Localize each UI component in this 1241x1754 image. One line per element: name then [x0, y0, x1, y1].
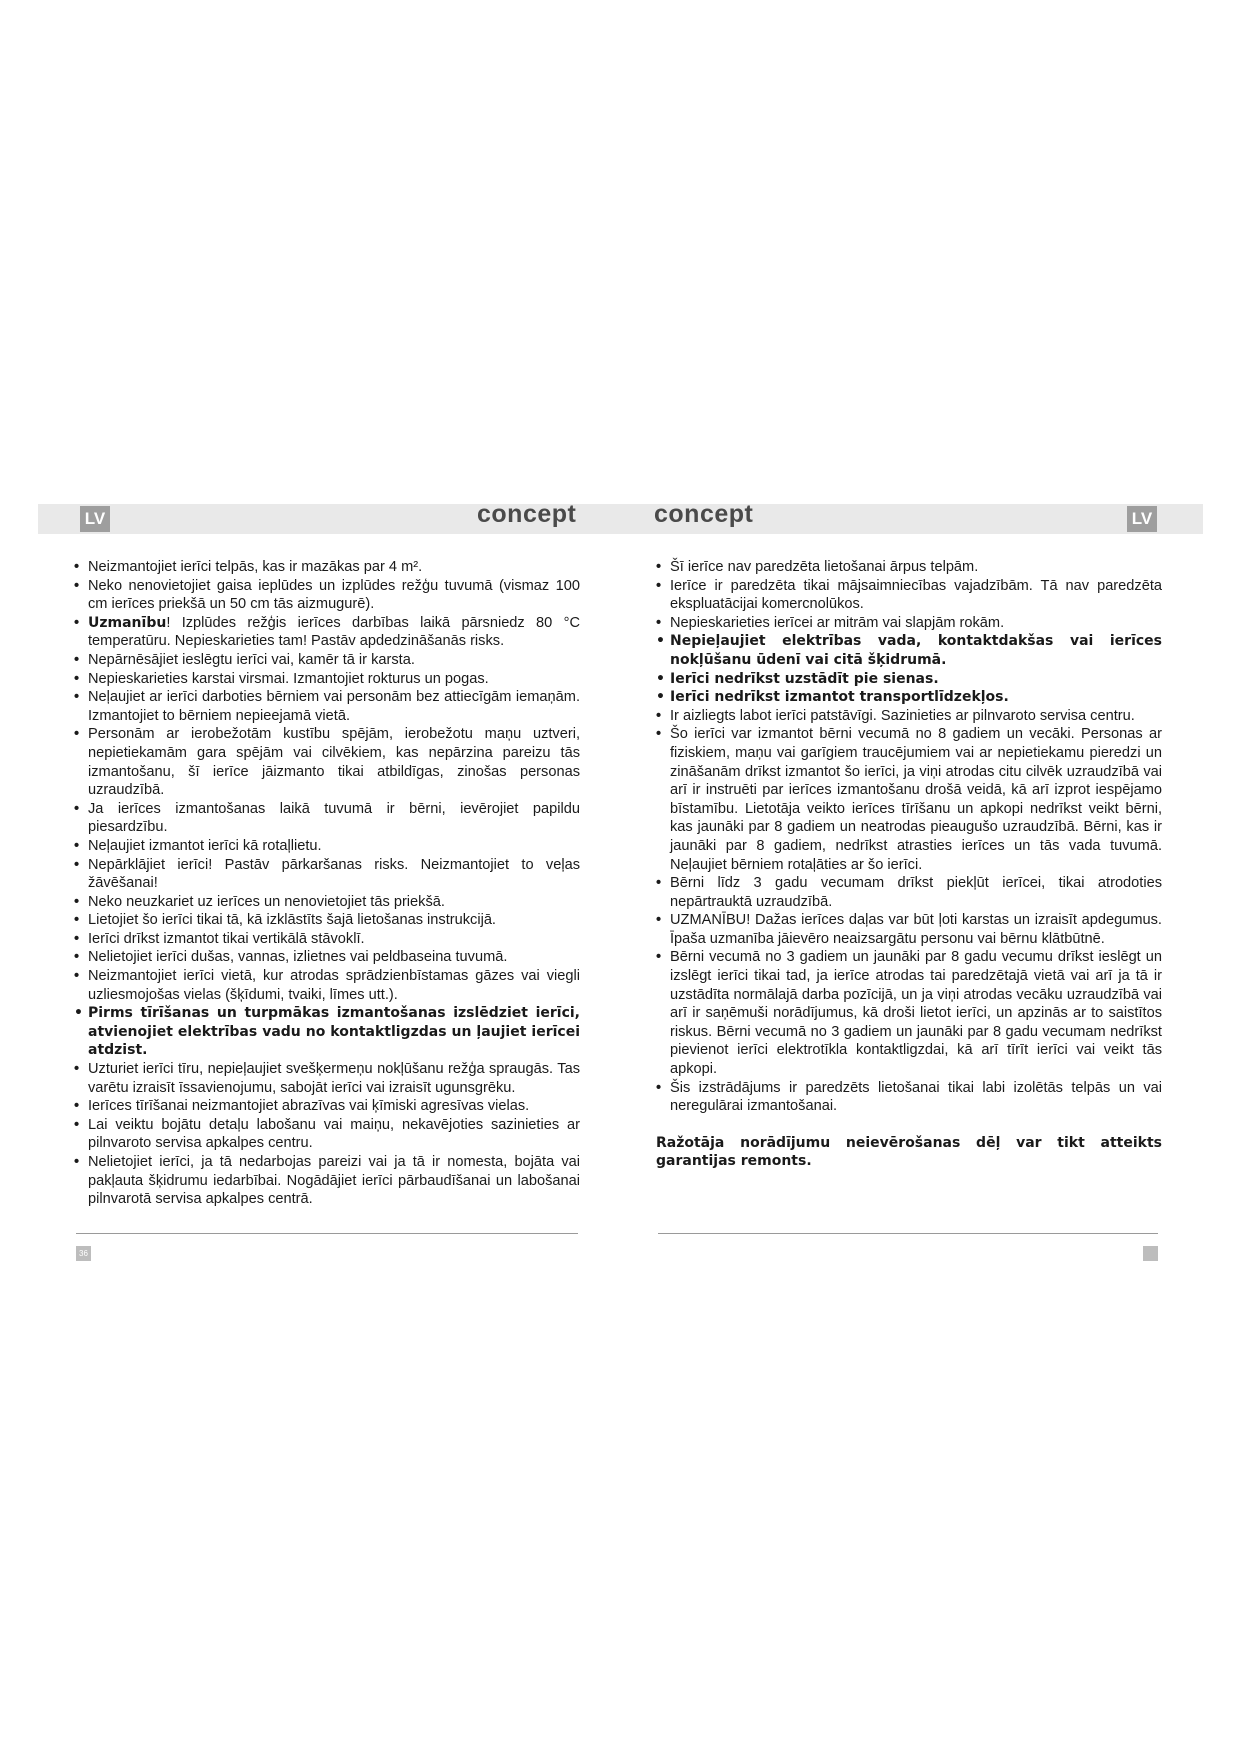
safety-item [74, 948, 580, 967]
left-page-content [74, 558, 580, 1209]
safety-item [74, 670, 580, 689]
safety-item [74, 837, 580, 856]
safety-item [74, 930, 580, 949]
safety-item [74, 725, 580, 799]
safety-item [656, 577, 1162, 614]
safety-item [74, 967, 580, 1004]
safety-item [74, 911, 580, 930]
safety-item-text: Bērni vecumā no 3 gadiem un jaunāki par 8 gadu vecumu drīkst ieslēgt un izslēgt ierīci tikai tad, ja ierīce atrodas tai paredzētajā vietā vai arī ja tā ir uzstādīta normālajā darba pozīcijā, un ja viņi atrodas vecāku uzraudzībā vai arī ir saņēmuši norādījumus, kā droši lietot ierīci, un apzinās ar to saistītos riskus. Bērni vecumā no 3 gadiem un jaunāki par 8 gadu vecumam nedrīkst pievienot ierīci elektrotīkla kontaktligzdai, kā arī tīrīt ierīci vai veikt tās apkopi. [670, 949, 1162, 1078]
safety-item-text: Ierīci nedrīkst uzstādīt pie sienas. [670, 670, 939, 687]
safety-item [656, 911, 1162, 948]
safety-item-text: Ierīces tīrīšanai neizmantojiet abrazīvas vai ķīmiski agresīvas vielas. [88, 1098, 530, 1115]
left-safety-list [74, 558, 580, 1209]
left-footer-rule [76, 1233, 578, 1234]
safety-item [656, 707, 1162, 726]
safety-item [656, 614, 1162, 633]
safety-item [74, 1004, 580, 1060]
safety-item-text: Nepieļaujiet elektrības vada, kontaktdakšas vai ierīces nokļūšanu ūdenī vai citā šķidrumā. [670, 633, 1162, 668]
safety-item [656, 948, 1162, 1078]
safety-item [656, 670, 1162, 689]
safety-item-text: Personām ar ierobežotām kustību spējām, ierobežotu maņu uztveri, nepietiekamām gara spējām vai cilvēkiem, kas nepārzina pareizu tās izmantošanu, šī ierīce jāizmanto tikai atbildīgas, zinošas personas uzraudzībā. [88, 726, 580, 799]
right-safety-list [656, 558, 1162, 1116]
safety-item [74, 558, 580, 577]
safety-item-text: Šo ierīci var izmantot bērni vecumā no 8 gadiem un vecāki. Personas ar fiziskiem, maņu vai garīgiem traucējumiem vai ar nepietiekamu pieredzi un zināšanām drīkst izmantot šo ierīci, ja viņi atrodas citu cilvēk uzraudzībā vai arī ir instruēti par ierīces izmantošanu drošā veidā, kā arī izprot iespējamo bīstamību. Lietotāja veikto ierīces tīrīšanu un apkopi nedrīkst veikt bērni, kas jaunāki par 8 gadiem un neatrodas pieaugušo uzraudzībā. Bērni, kas ir jaunāki par 8 gadiem, nedrīkst atrasties ierīces un tās vada tuvumā. Neļaujiet bērniem rotaļāties ar šo ierīci. [670, 726, 1162, 873]
safety-item-text: ! Izplūdes režģis ierīces darbības laikā pārsniedz 80 °C temperatūru. Nepieskarieties tam! Pastāv apdedzināšanās risks. [88, 614, 580, 650]
warranty-note: Ražotāja norādījumu neievērošanas dēļ var tikt atteikts garantijas remonts. [656, 1134, 1162, 1170]
safety-item [656, 558, 1162, 577]
page-number-left: 36 [76, 1246, 91, 1261]
safety-item-text: Lai veiktu bojātu detaļu labošanu vai maiņu, nekavējoties sazinieties ar pilnvaroto servisa apkalpes centru. [88, 1116, 580, 1152]
safety-item-text: Bērni līdz 3 gadu vecumam drīkst piekļūt ierīcei, tikai atrodoties nepārtrauktā uzraudzībā. [670, 875, 1162, 910]
safety-item-text: Nelietojiet ierīci, ja tā nedarbojas pareizi vai ja tā ir nomesta, bojāta vai pakļauta šķidrumu iedarbībai. Nogādājiet ierīci pārbaudīšanai un labošanai pilnvarotā servisa apkalpes centrā. [88, 1154, 580, 1208]
safety-item-text: Ierīce ir paredzēta tikai mājsaimniecības vajadzībām. Tā nav paredzēta ekspluatācijai komercnolūkos. [670, 577, 1162, 613]
safety-item-text: Šī ierīce nav paredzēta lietošanai ārpus telpām. [670, 559, 979, 575]
safety-item [74, 688, 580, 725]
right-footer-rule [658, 1233, 1158, 1234]
page-number-right [1143, 1246, 1158, 1261]
safety-item [74, 577, 580, 614]
safety-item-text: Pirms tīrīšanas un turpmākas izmantošanas izslēdziet ierīci, atvienojiet elektrības vadu no kontaktligzdas un ļaujiet ierīcei atdzist. [88, 1005, 580, 1059]
safety-item [656, 874, 1162, 911]
safety-item-text: Neļaujiet ar ierīci darboties bērniem vai personām bez attiecīgām iemaņām. Izmantojiet to bērniem nepieejamā vietā. [88, 689, 580, 724]
safety-item-text: Uzturiet ierīci tīru, nepieļaujiet svešķermeņu nokļūšanu režģa spraugās. Tas varētu izraisīt īssavienojumu, sabojāt ierīci vai izraisīt ugunsgrēku. [88, 1061, 580, 1096]
safety-item-text: Ierīci drīkst izmantot tikai vertikālā stāvoklī. [88, 930, 365, 947]
safety-item [74, 651, 580, 670]
safety-item [656, 632, 1162, 669]
safety-item-text: Nelietojiet ierīci dušas, vannas, izlietnes vai peldbaseina tuvumā. [88, 949, 508, 966]
safety-item-text: Nepārnēsājiet ieslēgtu ierīci vai, kamēr tā ir karsta. [88, 651, 415, 668]
safety-item-text: Nepieskarieties karstai virsmai. Izmantojiet rokturus un pogas. [88, 670, 489, 687]
safety-item-text: Neļaujiet izmantot ierīci kā rotaļlietu. [88, 837, 322, 854]
safety-item-text: Neizmantojiet ierīci vietā, kur atrodas sprādzienbīstamas gāzes vai viegli uzliesmojošas vielas (šķīdumi, tvaiki, līmes utt.). [88, 968, 580, 1003]
safety-item [74, 893, 580, 912]
safety-item-text: Neko neuzkariet uz ierīces un nenovietojiet tās priekšā. [88, 893, 445, 910]
safety-item [74, 614, 580, 651]
safety-item-text: Ierīci nedrīkst izmantot transportlīdzekļos. [670, 689, 1009, 706]
safety-item [656, 1079, 1162, 1116]
safety-item [74, 1153, 580, 1209]
header-band [38, 504, 1203, 534]
safety-item-lead: Uzmanību [88, 614, 167, 631]
safety-item [656, 725, 1162, 874]
language-badge-right: LV [1127, 506, 1157, 532]
safety-item-text: Šis izstrādājums ir paredzēts lietošanai tikai labi izolētās telpās un vai neregulārai izmantošanai. [670, 1079, 1162, 1115]
safety-item-text: Nepārklājiet ierīci! Pastāv pārkaršanas risks. Neizmantojiet to veļas žāvēšanai! [88, 856, 580, 892]
safety-item-text: Lietojiet šo ierīci tikai tā, kā izklāstīts šajā lietošanas instrukcijā. [88, 912, 496, 929]
safety-item [74, 800, 580, 837]
safety-item-text: UZMANĪBU! Dažas ierīces daļas var būt ļoti karstas un izraisīt apdegumus. Īpaša uzmanība jāievēro neaizsargātu personu vai bērnu klātbūtnē. [670, 912, 1162, 947]
safety-item-text: Ir aizliegts labot ierīci patstāvīgi. Sazinieties ar pilnvaroto servisa centru. [670, 707, 1135, 724]
safety-item [74, 1097, 580, 1116]
safety-item [74, 1116, 580, 1153]
safety-item-text: Neko nenovietojiet gaisa ieplūdes un izplūdes režģu tuvumā (vismaz 100 cm ierīces priekšā un 50 cm tās aizmugurē). [88, 577, 580, 613]
safety-item-text: Nepieskarieties ierīcei ar mitrām vai slapjām rokām. [670, 614, 1005, 631]
safety-item [74, 1060, 580, 1097]
language-badge-left: LV [80, 506, 110, 532]
concept-logo-right: concept [654, 500, 754, 528]
safety-item-text: Ja ierīces izmantošanas laikā tuvumā ir bērni, ievērojiet papildu piesardzību. [88, 800, 580, 836]
concept-logo-left: concept [477, 500, 577, 528]
right-page-content [656, 558, 1162, 1171]
safety-item-text: Neizmantojiet ierīci telpās, kas ir mazākas par 4 m². [88, 559, 423, 575]
safety-item [656, 688, 1162, 707]
safety-item [74, 856, 580, 893]
